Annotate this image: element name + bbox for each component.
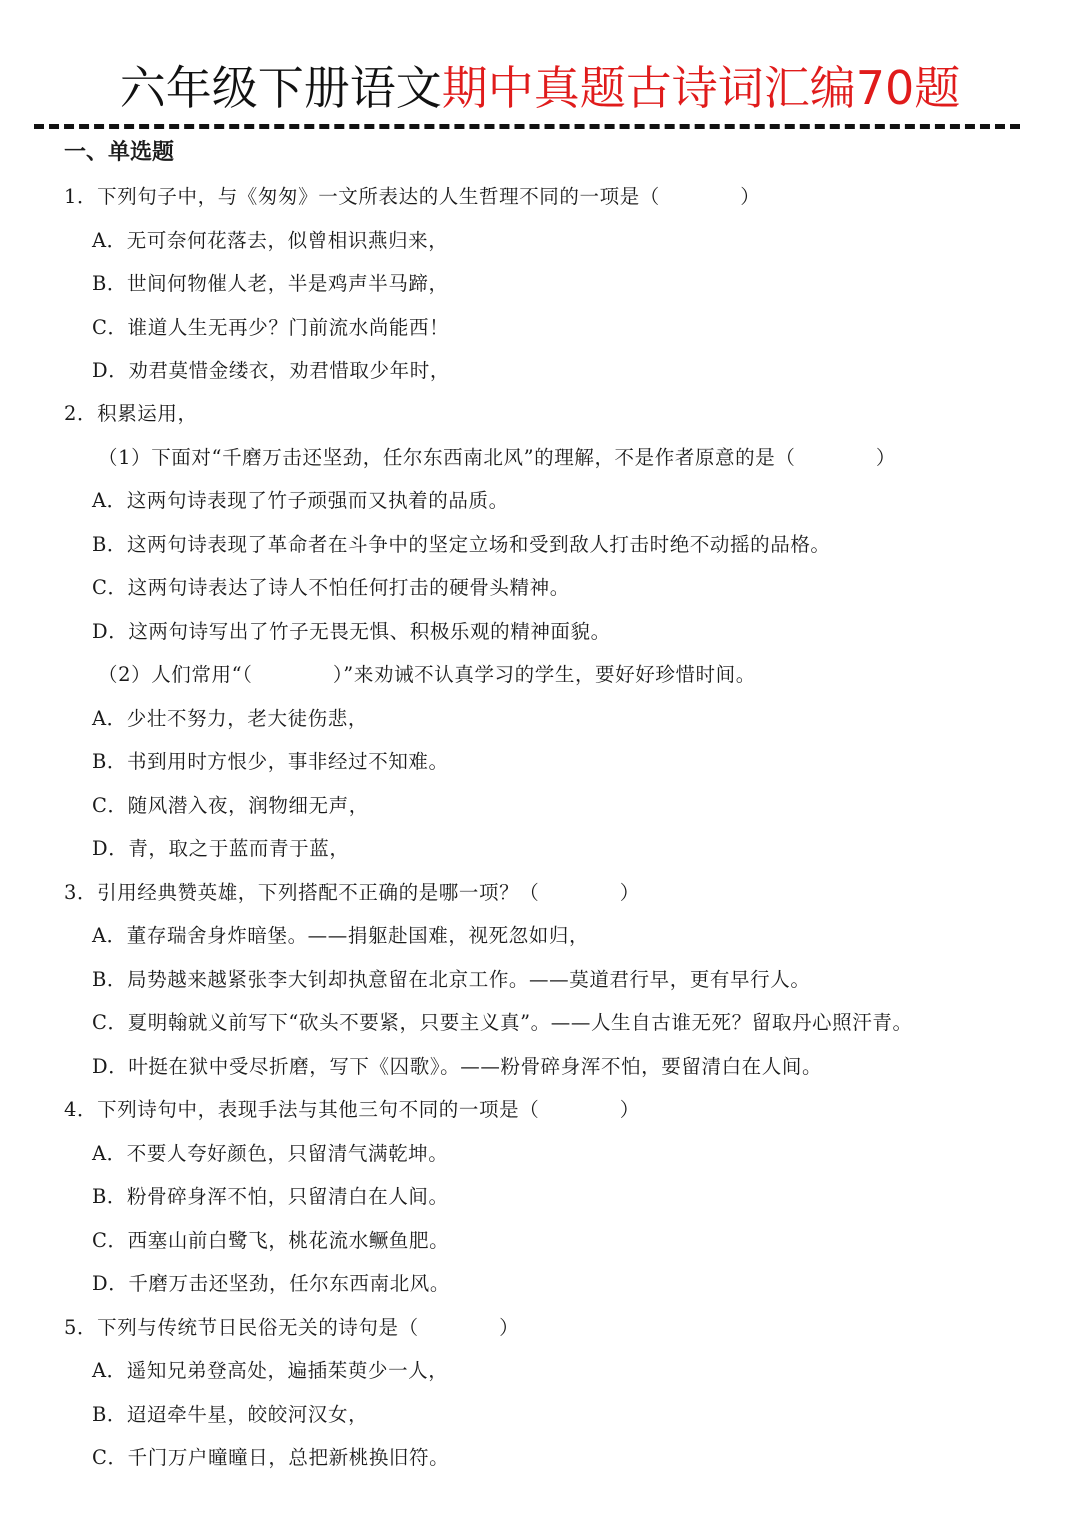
question-1-stem: 1．下列句子中，与《匆匆》一文所表达的人生哲理不同的一项是（ ） xyxy=(64,185,761,208)
question-2-2-option-d: D．青，取之于蓝而青于蓝， xyxy=(92,837,350,860)
question-3-option-b: B．局势越来越紧张李大钊却执意留在北京工作。——莫道君行早，更有早行人。 xyxy=(92,968,811,991)
question-2-1-option-d: D．这两句诗写出了竹子无畏无惧、积极乐观的精神面貌。 xyxy=(92,620,611,643)
question-2-2-option-c: C．随风潜入夜，润物细无声， xyxy=(92,794,369,817)
question-4-option-c: C．西塞山前白鹭飞，桃花流水鳜鱼肥。 xyxy=(92,1229,450,1252)
question-2-1-option-b: B．这两句诗表现了革命者在斗争中的坚定立场和受到敌人打击时绝不动摇的品格。 xyxy=(92,533,831,556)
question-2-sub-1: （1）下面对“千磨万击还坚劲，任尔东西南北风”的理解，不是作者原意的是（ ） xyxy=(98,446,896,469)
dashed-divider xyxy=(34,124,1020,129)
title-part-red: 期中真题古诗词汇编70题 xyxy=(441,61,961,115)
question-3-option-a: A．董存瑞舍身炸暗堡。——捐躯赴国难，视死忽如归， xyxy=(92,924,590,947)
question-4-option-d: D．千磨万击还坚劲，任尔东西南北风。 xyxy=(92,1272,450,1295)
question-4-stem: 4．下列诗句中，表现手法与其他三句不同的一项是（ ） xyxy=(64,1098,640,1121)
question-5-option-c: C．千门万户曈曈日，总把新桃换旧符。 xyxy=(92,1446,450,1469)
question-4-option-a: A．不要人夸好颜色，只留清气满乾坤。 xyxy=(92,1142,449,1165)
question-5-stem: 5．下列与传统节日民俗无关的诗句是（ ） xyxy=(64,1316,520,1339)
question-4-option-b: B．粉骨碎身浑不怕，只留清白在人间。 xyxy=(92,1185,449,1208)
question-2-stem: 2．积累运用， xyxy=(64,402,198,425)
section-heading: 一、单选题 xyxy=(64,140,175,165)
question-2-1-option-c: C．这两句诗表达了诗人不怕任何打击的硬骨头精神。 xyxy=(92,576,570,599)
question-3-stem: 3．引用经典赞英雄，下列搭配不正确的是哪一项？（ ） xyxy=(64,881,640,904)
page-title xyxy=(0,56,1080,120)
question-2-1-option-a: A．这两句诗表现了竹子顽强而又执着的品质。 xyxy=(92,489,509,512)
question-2-2-option-b: B．书到用时方恨少，事非经过不知难。 xyxy=(92,750,449,773)
question-1-option-b: B．世间何物催人老，半是鸡声半马蹄， xyxy=(92,272,449,295)
question-5-option-b: B．迢迢牵牛星，皎皎河汉女， xyxy=(92,1403,369,1426)
question-5-option-a: A．遥知兄弟登高处，遍插茱萸少一人， xyxy=(92,1359,449,1382)
title-part-black: 六年级下册语文 xyxy=(119,61,442,115)
question-3-option-d: D．叶挺在狱中受尽折磨，写下《囚歌》。——粉骨碎身浑不怕，要留清白在人间。 xyxy=(92,1055,823,1078)
question-2-sub-2: （2）人们常用“（ ）”来劝诫不认真学习的学生，要好好珍惜时间。 xyxy=(98,663,756,686)
question-1-option-c: C．谁道人生无再少？门前流水尚能西！ xyxy=(92,316,450,339)
question-3-option-c: C．夏明翰就义前写下“砍头不要紧，只要主义真”。——人生自古谁无死？留取丹心照汗青。 xyxy=(92,1011,913,1034)
question-2-2-option-a: A．少壮不努力，老大徒伤悲， xyxy=(92,707,368,730)
question-1-option-a: A．无可奈何花落去，似曾相识燕归来， xyxy=(92,229,449,252)
question-1-option-d: D．劝君莫惜金缕衣，劝君惜取少年时， xyxy=(92,359,450,382)
